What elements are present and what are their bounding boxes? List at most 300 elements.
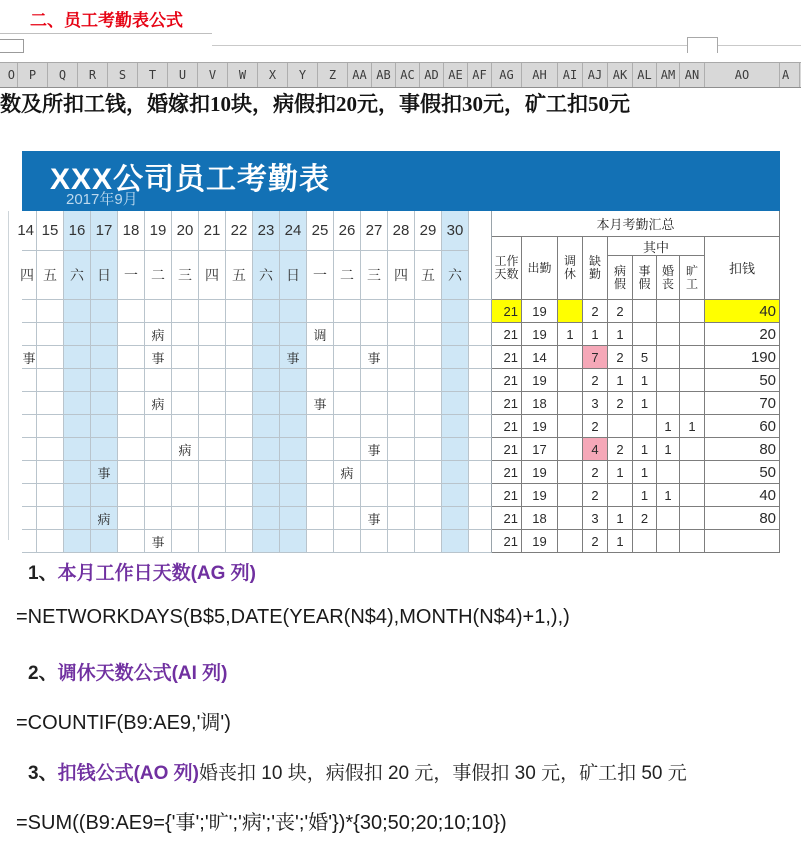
section-2-number: 2、 xyxy=(28,663,58,684)
section-1-number: 1、 xyxy=(28,563,58,584)
weekday-row xyxy=(22,251,469,300)
weekday-19: 二 xyxy=(145,251,172,300)
table-row xyxy=(22,369,780,392)
weekday-18: 一 xyxy=(118,251,145,300)
weekday-25: 一 xyxy=(307,251,334,300)
af-separator-cell xyxy=(469,530,492,553)
summary-value: 20 xyxy=(705,323,780,346)
mark-cell-day-19: 事 xyxy=(145,346,172,369)
summary-value: 1 xyxy=(608,507,633,530)
mark-cell-day-21 xyxy=(199,346,226,369)
column-letter-AM: AM xyxy=(657,63,680,87)
mark-cell-day-26 xyxy=(334,530,361,553)
weekday-29: 五 xyxy=(415,251,442,300)
mark-cell-day-24 xyxy=(280,300,307,323)
mark-cell-day-24 xyxy=(280,415,307,438)
mark-cell-day-23 xyxy=(253,369,280,392)
mark-cell-day-17 xyxy=(91,415,118,438)
af-separator-cell xyxy=(469,323,492,346)
mark-cell-day-29 xyxy=(415,346,442,369)
day-number-14: 14 xyxy=(22,211,37,251)
mark-cell-day-16 xyxy=(64,438,91,461)
mark-cell-day-15 xyxy=(37,484,64,507)
mark-cell-day-16 xyxy=(64,300,91,323)
af-separator-cell xyxy=(469,484,492,507)
mark-cell-day-25 xyxy=(307,530,334,553)
day-number-21: 21 xyxy=(199,211,226,251)
summary-value: 5 xyxy=(633,346,657,369)
summary-value: 21 xyxy=(492,438,522,461)
mark-cell-day-16 xyxy=(64,392,91,415)
summary-value: 2 xyxy=(608,346,633,369)
day-number-17: 17 xyxy=(91,211,118,251)
mark-cell-day-18 xyxy=(118,369,145,392)
summary-value: 21 xyxy=(492,507,522,530)
mark-cell-day-30 xyxy=(442,369,469,392)
summary-value: 1 xyxy=(583,323,608,346)
mark-cell-day-20 xyxy=(172,530,199,553)
summary-value: 50 xyxy=(705,369,780,392)
mark-cell-day-15 xyxy=(37,369,64,392)
section-1-formula: =NETWORKDAYS(B$5,DATE(YEAR(N$4),MONTH(N$4)+1,),) xyxy=(16,606,570,628)
mark-cell-day-21 xyxy=(199,369,226,392)
summary-value: 2 xyxy=(583,530,608,553)
af-separator-cell xyxy=(469,346,492,369)
mark-cell-day-21 xyxy=(199,461,226,484)
mark-cell-day-19: 病 xyxy=(145,392,172,415)
summary-value: 19 xyxy=(522,323,558,346)
summary-value: 2 xyxy=(583,369,608,392)
summary-value: 1 xyxy=(633,438,657,461)
grid-header xyxy=(17,211,780,300)
mark-cell-day-15 xyxy=(37,438,64,461)
column-letter-W: W xyxy=(228,63,258,87)
mark-cell-day-15 xyxy=(37,461,64,484)
mark-cell-day-18 xyxy=(118,484,145,507)
column-letter-AL: AL xyxy=(633,63,657,87)
summary-value: 21 xyxy=(492,392,522,415)
day-number-26: 26 xyxy=(334,211,361,251)
table-row xyxy=(22,484,780,507)
day-number-20: 20 xyxy=(172,211,199,251)
summary-value: 3 xyxy=(583,507,608,530)
mark-cell-day-28 xyxy=(388,461,415,484)
weekday-30: 六 xyxy=(442,251,469,300)
mark-cell-day-28 xyxy=(388,507,415,530)
summary-header xyxy=(492,211,780,300)
summary-value xyxy=(558,530,583,553)
af-separator-cell xyxy=(469,507,492,530)
mark-cell-day-21 xyxy=(199,507,226,530)
column-header-row xyxy=(0,62,801,88)
column-letter-O: O xyxy=(0,63,18,87)
mark-cell-day-16 xyxy=(64,484,91,507)
mark-cell-day-29 xyxy=(415,461,442,484)
summary-value: 1 xyxy=(608,323,633,346)
mark-cell-day-27 xyxy=(361,392,388,415)
summary-value xyxy=(558,346,583,369)
column-letter-AN: AN xyxy=(680,63,705,87)
mark-cell-day-28 xyxy=(388,438,415,461)
summary-value: 7 xyxy=(583,346,608,369)
section-2-formula: =COUNTIF(B9:AE9,'调') xyxy=(16,712,231,734)
column-letter-AF: AF xyxy=(468,63,492,87)
summary-value: 18 xyxy=(522,392,558,415)
mark-cell-day-21 xyxy=(199,530,226,553)
mark-cell-day-20 xyxy=(172,484,199,507)
mark-cell-day-26 xyxy=(334,438,361,461)
mark-cell-day-22 xyxy=(226,530,253,553)
mark-cell-day-29 xyxy=(415,415,442,438)
mark-cell-day-20 xyxy=(172,323,199,346)
summary-value: 19 xyxy=(522,300,558,323)
summary-value xyxy=(608,484,633,507)
summary-col-label: 婚 丧 xyxy=(657,256,680,300)
mark-cell-day-15 xyxy=(37,530,64,553)
summary-value: 1 xyxy=(558,323,583,346)
mark-cell-day-24 xyxy=(280,461,307,484)
column-letter-Z: Z xyxy=(318,63,348,87)
mark-cell-day-21 xyxy=(199,300,226,323)
mark-cell-day-22 xyxy=(226,369,253,392)
mark-cell-day-20 xyxy=(172,461,199,484)
section-3-title: 扣钱公式(AO 列) xyxy=(57,763,200,784)
mark-cell-day-29 xyxy=(415,300,442,323)
mark-cell-day-20 xyxy=(172,507,199,530)
mark-cell-day-25 xyxy=(307,346,334,369)
weekday-16: 六 xyxy=(64,251,91,300)
mark-cell-day-16 xyxy=(64,323,91,346)
mark-cell-day-22 xyxy=(226,507,253,530)
summary-value xyxy=(633,300,657,323)
summary-value: 2 xyxy=(583,461,608,484)
summary-value xyxy=(680,323,705,346)
mark-cell-day-19 xyxy=(145,369,172,392)
summary-value: 1 xyxy=(657,484,680,507)
column-letter-AI: AI xyxy=(558,63,583,87)
mark-cell-day-14 xyxy=(22,438,37,461)
mark-cell-day-16 xyxy=(64,415,91,438)
summary-value: 1 xyxy=(633,484,657,507)
summary-value xyxy=(558,415,583,438)
column-letter-Q: Q xyxy=(48,63,78,87)
mark-cell-day-17: 事 xyxy=(91,461,118,484)
summary-value xyxy=(558,392,583,415)
mark-cell-day-27 xyxy=(361,369,388,392)
mark-cell-day-18 xyxy=(118,300,145,323)
summary-value: 2 xyxy=(583,415,608,438)
mark-cell-day-17 xyxy=(91,369,118,392)
mark-cell-day-23 xyxy=(253,392,280,415)
among-cols xyxy=(608,256,705,300)
mark-cell-day-15 xyxy=(37,392,64,415)
summary-value: 1 xyxy=(657,415,680,438)
day-number-row xyxy=(17,211,469,251)
mark-cell-day-30 xyxy=(442,300,469,323)
note-text: 数及所扣工钱，婚嫁扣10块，病假扣20元，事假扣30元，矿工扣50元 xyxy=(0,92,630,116)
mark-cell-day-16 xyxy=(64,530,91,553)
mark-cell-day-20 xyxy=(172,346,199,369)
mark-cell-day-26 xyxy=(334,369,361,392)
mark-cell-day-28 xyxy=(388,392,415,415)
mark-cell-day-20 xyxy=(172,300,199,323)
mark-cell-day-25: 调 xyxy=(307,323,334,346)
mark-cell-day-30 xyxy=(442,484,469,507)
name-box-fragment xyxy=(0,39,24,53)
column-letter-R: R xyxy=(78,63,108,87)
mark-cell-day-19: 事 xyxy=(145,530,172,553)
mark-cell-day-18 xyxy=(118,392,145,415)
af-separator-cell xyxy=(469,461,492,484)
summary-col-label: 事 假 xyxy=(633,256,657,300)
mark-cell-day-22 xyxy=(226,415,253,438)
mark-cell-day-24 xyxy=(280,438,307,461)
summary-value xyxy=(657,392,680,415)
day-number-16: 16 xyxy=(64,211,91,251)
column-letter-X: X xyxy=(258,63,288,87)
mark-cell-day-22 xyxy=(226,438,253,461)
mark-cell-day-25 xyxy=(307,415,334,438)
screenshot-edge-line-left xyxy=(0,33,212,34)
summary-value: 21 xyxy=(492,369,522,392)
mark-cell-day-15 xyxy=(37,507,64,530)
attendance-sheet xyxy=(17,151,780,550)
summary-col-label: 缺 勤 xyxy=(583,237,608,300)
summary-value: 1 xyxy=(608,530,633,553)
mark-cell-day-24 xyxy=(280,530,307,553)
mark-cell-day-29 xyxy=(415,323,442,346)
weekday-24: 日 xyxy=(280,251,307,300)
summary-value: 14 xyxy=(522,346,558,369)
summary-value: 18 xyxy=(522,507,558,530)
table-row xyxy=(22,323,780,346)
column-letter-AD: AD xyxy=(420,63,444,87)
mark-cell-day-20 xyxy=(172,369,199,392)
mark-cell-day-23 xyxy=(253,346,280,369)
mark-cell-day-18 xyxy=(118,507,145,530)
mark-cell-day-26 xyxy=(334,346,361,369)
sheet-subtitle: 2017年9月 xyxy=(66,191,138,208)
mark-cell-day-24 xyxy=(280,369,307,392)
mark-cell-day-17 xyxy=(91,438,118,461)
mark-cell-day-26 xyxy=(334,323,361,346)
summary-value: 1 xyxy=(633,392,657,415)
day-number-30: 30 xyxy=(442,211,469,251)
table-row xyxy=(22,346,780,369)
summary-value: 80 xyxy=(705,507,780,530)
summary-value: 1 xyxy=(657,438,680,461)
sheet-title: XXX公司员工考勤表 xyxy=(50,163,331,196)
mark-cell-day-26 xyxy=(334,392,361,415)
mark-cell-day-30 xyxy=(442,507,469,530)
mark-cell-day-17 xyxy=(91,300,118,323)
summary-value: 21 xyxy=(492,461,522,484)
mark-cell-day-28 xyxy=(388,484,415,507)
day-number-22: 22 xyxy=(226,211,253,251)
af-separator-cell xyxy=(469,369,492,392)
summary-value: 2 xyxy=(633,507,657,530)
mark-cell-day-29 xyxy=(415,369,442,392)
weekday-23: 六 xyxy=(253,251,280,300)
summary-value xyxy=(633,415,657,438)
table-row xyxy=(22,415,780,438)
summary-value: 21 xyxy=(492,530,522,553)
mark-cell-day-30 xyxy=(442,323,469,346)
mark-cell-day-19 xyxy=(145,461,172,484)
summary-value: 19 xyxy=(522,461,558,484)
summary-value: 80 xyxy=(705,438,780,461)
section-2-title: 调休天数公式(AI 列) xyxy=(57,663,228,684)
mark-cell-day-16 xyxy=(64,346,91,369)
summary-value: 50 xyxy=(705,461,780,484)
mark-cell-day-23 xyxy=(253,438,280,461)
mark-cell-day-14 xyxy=(22,323,37,346)
summary-value: 21 xyxy=(492,484,522,507)
summary-value: 1 xyxy=(680,415,705,438)
mark-cell-day-28 xyxy=(388,369,415,392)
day-header xyxy=(17,211,469,300)
mark-cell-day-24: 事 xyxy=(280,346,307,369)
mark-cell-day-26 xyxy=(334,300,361,323)
weekday-27: 三 xyxy=(361,251,388,300)
summary-value xyxy=(558,438,583,461)
summary-value: 21 xyxy=(492,323,522,346)
af-separator-cell xyxy=(469,300,492,323)
column-letter-A: A xyxy=(780,63,800,87)
mark-cell-day-22 xyxy=(226,323,253,346)
mark-cell-day-25 xyxy=(307,369,334,392)
column-letter-AG: AG xyxy=(492,63,522,87)
mark-cell-day-16 xyxy=(64,507,91,530)
mark-cell-day-14 xyxy=(22,369,37,392)
summary-value: 21 xyxy=(492,415,522,438)
mark-cell-day-26: 病 xyxy=(334,461,361,484)
day-number-19: 19 xyxy=(145,211,172,251)
day-number-18: 18 xyxy=(118,211,145,251)
summary-value: 17 xyxy=(522,438,558,461)
mark-cell-day-28 xyxy=(388,323,415,346)
summary-value: 21 xyxy=(492,346,522,369)
summary-value xyxy=(657,346,680,369)
mark-cell-day-30 xyxy=(442,346,469,369)
mark-cell-day-23 xyxy=(253,484,280,507)
mark-cell-day-23 xyxy=(253,507,280,530)
column-letter-AC: AC xyxy=(396,63,420,87)
summary-col-label: 工作 天数 xyxy=(492,237,522,300)
mark-cell-day-21 xyxy=(199,484,226,507)
af-separator-cell xyxy=(469,438,492,461)
summary-value xyxy=(558,461,583,484)
mark-cell-day-28 xyxy=(388,530,415,553)
section-3-number: 3、 xyxy=(28,763,58,784)
summary-value: 2 xyxy=(608,392,633,415)
column-letter-AJ: AJ xyxy=(583,63,608,87)
mark-cell-day-18 xyxy=(118,346,145,369)
summary-value xyxy=(657,369,680,392)
summary-value xyxy=(558,369,583,392)
table-row xyxy=(22,300,780,323)
summary-col-label: 出勤 xyxy=(522,237,558,300)
section-1-title: 本月工作日天数(AG 列) xyxy=(57,563,257,584)
mark-cell-day-14 xyxy=(22,415,37,438)
weekday-28: 四 xyxy=(388,251,415,300)
mark-cell-day-17 xyxy=(91,346,118,369)
table-row xyxy=(22,461,780,484)
mark-cell-day-17 xyxy=(91,392,118,415)
summary-value: 1 xyxy=(608,369,633,392)
summary-value xyxy=(680,300,705,323)
mark-cell-day-19 xyxy=(145,415,172,438)
column-letter-AK: AK xyxy=(608,63,633,87)
summary-col-label: 病 假 xyxy=(608,256,633,300)
mark-cell-day-26 xyxy=(334,415,361,438)
summary-value: 19 xyxy=(522,530,558,553)
column-letter-T: T xyxy=(138,63,168,87)
table-row xyxy=(22,438,780,461)
mark-cell-day-23 xyxy=(253,415,280,438)
summary-value: 19 xyxy=(522,415,558,438)
mark-cell-day-28 xyxy=(388,346,415,369)
mark-cell-day-27: 事 xyxy=(361,507,388,530)
summary-value: 2 xyxy=(608,438,633,461)
summary-value xyxy=(558,507,583,530)
summary-value xyxy=(680,392,705,415)
cut-gridline xyxy=(8,211,9,540)
summary-value: 21 xyxy=(492,300,522,323)
mark-cell-day-20: 病 xyxy=(172,438,199,461)
section-3-heading xyxy=(28,758,687,785)
mark-cell-day-14 xyxy=(22,392,37,415)
cell-box-fragment xyxy=(687,37,718,53)
summary-value: 40 xyxy=(705,300,780,323)
mark-cell-day-21 xyxy=(199,438,226,461)
mark-cell-day-14 xyxy=(22,300,37,323)
mark-cell-day-30 xyxy=(442,461,469,484)
mark-cell-day-27 xyxy=(361,300,388,323)
summary-value xyxy=(657,461,680,484)
summary-value xyxy=(633,323,657,346)
column-letter-AH: AH xyxy=(522,63,558,87)
day-number-24: 24 xyxy=(280,211,307,251)
mark-cell-day-19 xyxy=(145,438,172,461)
mark-cell-day-20 xyxy=(172,392,199,415)
summary-value: 60 xyxy=(705,415,780,438)
af-separator-header xyxy=(469,211,492,300)
mark-cell-day-18 xyxy=(118,530,145,553)
mark-cell-day-28 xyxy=(388,415,415,438)
summary-value: 1 xyxy=(633,369,657,392)
summary-value xyxy=(680,369,705,392)
summary-value: 19 xyxy=(522,369,558,392)
mark-cell-day-22 xyxy=(226,392,253,415)
mark-cell-day-24 xyxy=(280,323,307,346)
weekday-26: 二 xyxy=(334,251,361,300)
mark-cell-day-22 xyxy=(226,484,253,507)
mark-cell-day-19: 病 xyxy=(145,323,172,346)
summary-value xyxy=(705,530,780,553)
mark-cell-day-27 xyxy=(361,484,388,507)
mark-cell-day-14 xyxy=(22,507,37,530)
mark-cell-day-25 xyxy=(307,484,334,507)
summary-value: 4 xyxy=(583,438,608,461)
mark-cell-day-29 xyxy=(415,484,442,507)
weekday-17: 日 xyxy=(91,251,118,300)
table-row xyxy=(22,530,780,553)
summary-value xyxy=(633,530,657,553)
mark-cell-day-23 xyxy=(253,461,280,484)
summary-value xyxy=(680,484,705,507)
column-letter-S: S xyxy=(108,63,138,87)
